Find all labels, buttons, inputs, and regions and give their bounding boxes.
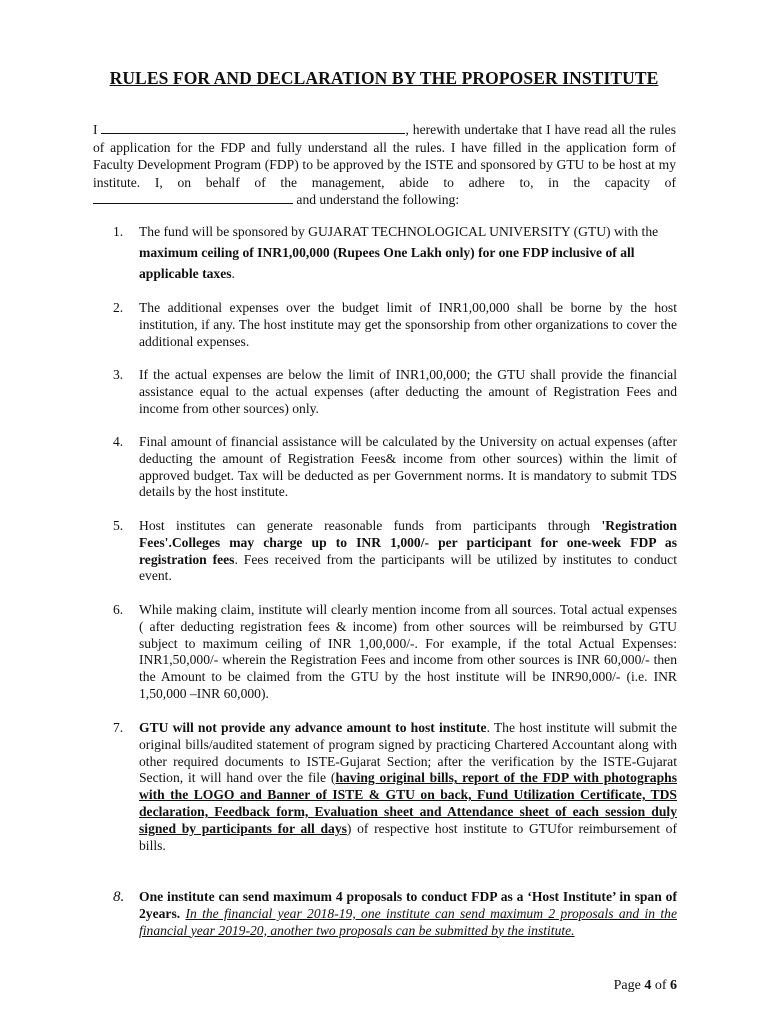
footer-of-label: of [651, 978, 670, 993]
rule-text-end: ) of respective host institute to GTUfor reimbursement of bills. [139, 820, 677, 853]
footer-current-page: 4 [644, 978, 652, 993]
rule-text-end: . Fees received from the participants will be utilized by institutes to conduct event. [139, 551, 677, 584]
rule-number: 5. [113, 518, 124, 533]
name-blank-field[interactable] [101, 121, 405, 134]
intro-pre: I [93, 122, 98, 137]
rule-number: 2. [113, 300, 124, 315]
page-number-footer [614, 978, 677, 994]
rule-number: 4. [113, 434, 124, 449]
rule-bold-underlined-text: having original bills, report of the FDP with photographs with the LOGO and Banner of ISTE & GTU on back, Fund Utilization Certificate, TDS declaration, Feedback form, Evaluation sheet and Attendance sheet of each session duly signed by participants for all days [139, 770, 677, 836]
rule-bold-text: One institute can send maximum 4 proposals to conduct FDP as a ‘Host Institute’ in span of 2years. [139, 889, 677, 921]
rule-bold-text: 'Registration Fees'.Colleges may charge up to INR 1,000/- per participant for one-week FDP as registration fees [139, 518, 677, 567]
rule-item-4 [113, 434, 677, 501]
rule-number: 8. [113, 889, 125, 905]
rule-item-2 [113, 300, 677, 350]
rule-text: Host institutes can generate reasonable funds from participants through [139, 518, 602, 533]
rule-item-1 [113, 221, 677, 284]
rule-number: 3. [113, 367, 124, 382]
rule-text-end: . [231, 266, 235, 281]
footer-total-pages: 6 [670, 978, 677, 993]
rule-text: Final amount of financial assistance will be calculated by the University on actual expenses (after deducting the amount of Registration Fees& income from other sources) within the limit of approved budget. Tax will be deducted as per Government norms. It is mandatory to submit TDS details by the host institute. [139, 434, 677, 500]
rule-text: . The host institute will submit the original bills/audited statement of program signed by practicing Chartered Accountant along with other required documents to ISTE-Gujarat Section; after the verification by the ISTE-Gujarat Section, it will hand over the file ( [139, 720, 677, 786]
rule-bold-text: GTU will not provide any advance amount to host institute [139, 720, 487, 735]
rule-item-7 [113, 720, 677, 854]
rule-number: 7. [113, 720, 124, 735]
rule-text: If the actual expenses are below the limit of INR1,00,000; the GTU shall provide the financial assistance equal to the actual expenses (after deducting the amount of Registration Fees and income from other sources) only. [139, 367, 677, 416]
capacity-blank-field[interactable] [93, 191, 293, 204]
intro-end: and understand the following: [296, 192, 460, 208]
footer-page-label: Page [613, 978, 645, 993]
rule-bold-text: maximum ceiling of INR1,00,000 (Rupees One Lakh only) for one FDP inclusive of all applicable taxes [139, 245, 635, 281]
rule-text: The fund will be sponsored by GUJARAT TECHNOLOGICAL UNIVERSITY (GTU) with the [139, 224, 659, 239]
rule-italic-underlined-text: In the financial year 2018-19, one institute can send maximum 2 proposals and in the financial year 2019-20, another two proposals can be submitted by the institute. [139, 905, 677, 938]
page-title: RULES FOR AND DECLARATION BY THE PROPOSER INSTITUTE [109, 68, 659, 88]
rule-text: While making claim, institute will clearly mention income from all sources. Total actual expenses ( after deducting registration fees & income) from other sources will be reimbursed by GTU subject to maximum ceiling of INR 1,00,000/-. For example, if the total Actual Expenses: INR1,50,000/- wherein the Registration Fees and income from other sources is INR 60,000/- then the Amount to be claimed from the GTU by the host institute will be INR90,000/- (i.e. INR 1,50,000 –INR 60,000). [139, 602, 677, 701]
declaration-intro [93, 121, 676, 209]
rule-item-8 [113, 889, 677, 939]
intro-body: , herewith undertake that I have read all the rules of application for the FDP and fully understand all the rules. I have filled in the application form of Faculty Development Program (FDP) to be approved by the ISTE and sponsored by GTU to be host at my institute. I, on behalf of the management, abide to adhere to, in the capacity of [93, 122, 676, 190]
rule-number: 6. [113, 602, 124, 617]
rule-text: The additional expenses over the budget limit of INR1,00,000 shall be borne by the host institution, if any. The host institute may get the sponsorship from other organizations to cover the additional expenses. [139, 300, 677, 349]
rule-item-6 [113, 602, 677, 703]
rule-item-5 [113, 518, 677, 585]
rule-number: 1. [113, 224, 124, 239]
rule-item-3 [113, 367, 677, 417]
